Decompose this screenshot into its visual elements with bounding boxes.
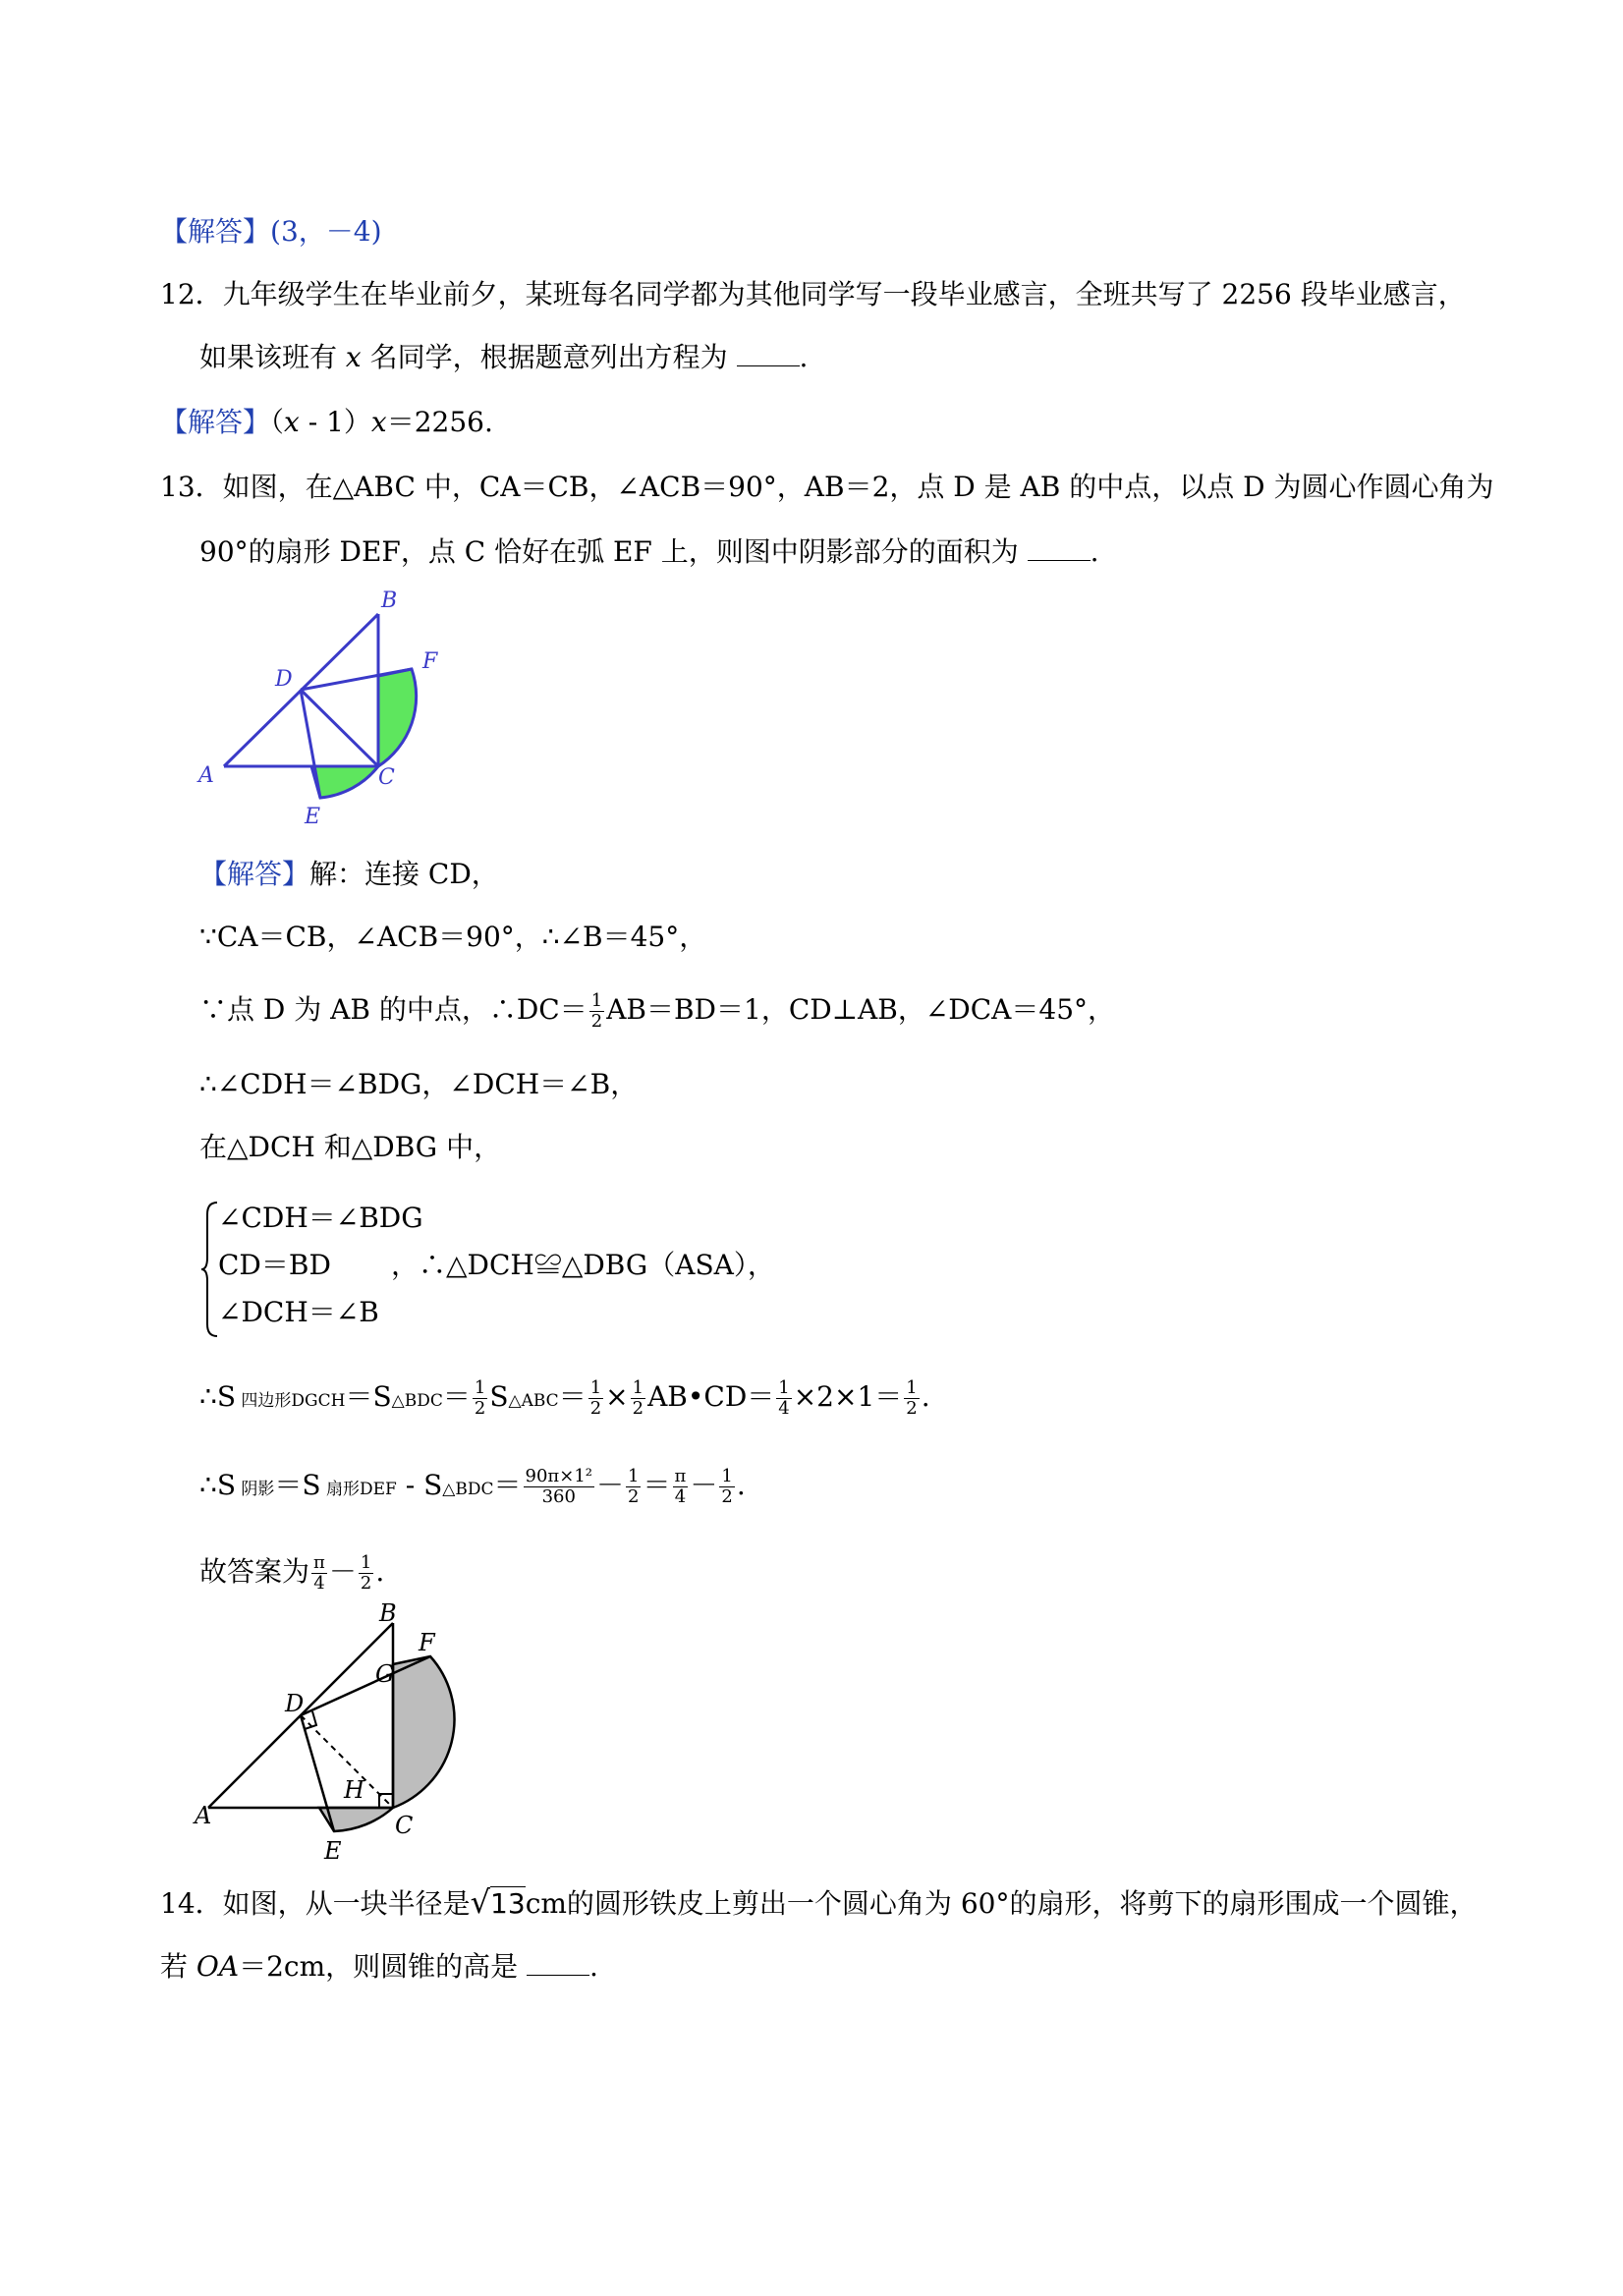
question-text: 如图，从一块半径是	[222, 1887, 471, 1920]
solution-text: AB＝BD＝1，CD⊥AB，∠DCA＝45°，	[606, 993, 1116, 1026]
solution-text: ＝	[493, 1469, 522, 1501]
numerator: 1	[360, 1552, 372, 1573]
solution-text: S	[489, 1380, 509, 1413]
fraction-half	[589, 991, 604, 1032]
answer-11	[160, 212, 382, 252]
fraction-quarter	[776, 1378, 791, 1419]
fraction-half	[473, 1378, 487, 1419]
label-D: D	[275, 667, 293, 692]
solution-text: ×	[605, 1380, 629, 1413]
answer-text: ＝2256.	[386, 406, 493, 438]
label-B: B	[379, 1601, 397, 1627]
answer-blank	[527, 1953, 589, 1976]
numerator: π	[674, 1466, 687, 1486]
denominator: 2	[628, 1486, 640, 1507]
numerator: 1	[590, 990, 603, 1011]
fraction-half	[904, 1378, 919, 1419]
solution-13-step1: ∵CA＝CB，∠ACB＝90°，∴∠B＝45°，	[199, 921, 707, 953]
solution-text: ＝	[558, 1380, 587, 1413]
solution-text: －	[596, 1469, 625, 1501]
question-text: 如图，在△ABC 中，CA＝CB，∠ACB＝90°，AB＝2，点 D 是 AB 的中点，以点 D 为圆心作圆心角为	[222, 471, 1494, 503]
question-text: 若	[160, 1950, 196, 1983]
question-14-line1	[160, 1882, 1477, 1924]
label-A: A	[195, 1802, 212, 1829]
fraction-half	[359, 1553, 373, 1594]
figure-2-solution-diagram	[187, 1601, 472, 1867]
variable: x	[345, 341, 362, 373]
solution-text: - S	[396, 1469, 443, 1501]
solution-text: ∴S	[199, 1469, 236, 1501]
fraction-pi-quarter	[311, 1553, 327, 1594]
label-E: E	[305, 805, 321, 829]
solution-text: ＝S	[274, 1469, 321, 1501]
label-B: B	[381, 588, 398, 613]
question-number: 14．	[160, 1887, 223, 1920]
denominator: 2	[360, 1573, 372, 1594]
question-text: cm的圆形铁皮上剪出一个圆心角为 60°的扇形，将剪下的扇形围成一个圆锥，	[525, 1887, 1478, 1920]
solution-text: ×2×1＝	[793, 1380, 903, 1413]
system-eq2: CD＝BD	[218, 1249, 331, 1281]
variable: OA	[196, 1950, 240, 1983]
numerator: π	[313, 1552, 325, 1573]
fraction-half	[588, 1378, 603, 1419]
label-D: D	[285, 1690, 305, 1717]
solution-text: ＝	[442, 1380, 471, 1413]
fraction-half	[626, 1467, 641, 1507]
question-text: 名同学，根据题意列出方程为	[361, 341, 737, 373]
numerator: 1	[721, 1466, 733, 1486]
denominator: 2	[632, 1398, 644, 1419]
answer-12	[160, 403, 493, 442]
period: .	[589, 1950, 598, 1983]
answer-text: (3，－4)	[270, 215, 382, 248]
solution-text: －	[328, 1555, 357, 1588]
answer-text: - 1）	[299, 406, 371, 438]
numerator: 1	[628, 1466, 640, 1486]
solution-text: .	[736, 1469, 746, 1501]
numerator: 1	[589, 1377, 602, 1398]
shaded-region-bottom	[311, 766, 378, 798]
solution-text: ∵点 D 为 AB 的中点，∴DC＝	[199, 993, 588, 1026]
variable: x	[370, 406, 387, 438]
question-13-line1	[160, 468, 1493, 507]
solution-13-step5	[199, 1377, 930, 1421]
question-text: 90°的扇形 DEF，点 C 恰好在弧 EF 上，则图中阴影部分的面积为	[199, 535, 1028, 568]
fraction-half	[719, 1467, 734, 1507]
label-C: C	[378, 765, 395, 790]
fraction-pi-quarter	[673, 1467, 689, 1507]
label-A: A	[198, 763, 214, 788]
answer-blank	[737, 344, 800, 366]
solution-13-final	[199, 1552, 384, 1594]
solution-text: .	[921, 1380, 930, 1413]
denominator: 4	[313, 1573, 325, 1594]
solution-13-step3: ∴∠CDH＝∠BDG，∠DCH＝∠B，	[199, 1068, 639, 1100]
answer-tag: 【解答】	[160, 406, 271, 438]
variable: x	[284, 406, 300, 438]
subscript: 四边形DGCH	[236, 1391, 346, 1411]
solution-13-intro	[199, 855, 499, 894]
system-eq1: ∠CDH＝∠BDG	[218, 1202, 423, 1234]
label-C: C	[395, 1812, 414, 1839]
numerator: 1	[778, 1377, 790, 1398]
question-13-line2	[199, 532, 1099, 572]
denominator: 2	[590, 1011, 603, 1032]
shaded-region-right	[378, 669, 417, 766]
fraction-half	[631, 1378, 645, 1419]
subscript: △BDC	[391, 1391, 443, 1411]
denominator: 2	[906, 1398, 918, 1419]
solution-text: 故答案为	[199, 1555, 310, 1588]
question-number: 12．	[160, 278, 223, 310]
question-number: 13．	[160, 471, 223, 503]
solution-text: .	[375, 1555, 385, 1588]
question-text: ＝2cm，则圆锥的高是	[239, 1950, 528, 1983]
question-text: 九年级学生在毕业前夕，某班每名同学都为其他同学写一段毕业感言，全班共写了 2256 段毕业感言，	[222, 278, 1466, 310]
solution-13-step6	[199, 1466, 746, 1509]
question-14-line2	[160, 1947, 598, 1987]
solution-text: AB•CD＝	[647, 1380, 775, 1413]
answer-tag: 【解答】	[199, 858, 310, 890]
question-12-line2	[199, 338, 808, 377]
numerator: 1	[906, 1377, 918, 1398]
subscript: △ABC	[508, 1391, 559, 1411]
denominator: 4	[778, 1398, 790, 1419]
period: .	[799, 341, 809, 373]
solution-text: ＝S	[345, 1380, 392, 1413]
solution-text: －	[690, 1469, 718, 1501]
label-E: E	[324, 1837, 342, 1865]
system-eq3: ∠DCH＝∠B	[218, 1296, 379, 1328]
denominator: 2	[589, 1398, 602, 1419]
solution-13-step4: 在△DCH 和△DBG 中，	[199, 1131, 502, 1163]
figure-1-triangle-sector	[187, 580, 472, 835]
answer-tag: 【解答】	[160, 215, 271, 248]
system-brace	[201, 1201, 219, 1338]
question-text: 如果该班有	[199, 341, 346, 373]
subscript: 阴影	[236, 1480, 275, 1499]
sqrt-symbol: √	[470, 1883, 491, 1921]
subscript: 扇形DEF	[320, 1480, 397, 1499]
numerator: 90π×1²	[525, 1466, 593, 1486]
numerator: 1	[474, 1377, 486, 1398]
denominator: 2	[721, 1486, 733, 1507]
numerator: 1	[632, 1377, 644, 1398]
label-G: G	[375, 1660, 395, 1688]
solution-13-step2	[199, 990, 1115, 1032]
subscript: △BDC	[442, 1480, 494, 1499]
label-F: F	[419, 1629, 435, 1656]
sqrt-radicand: 13	[490, 1887, 526, 1920]
question-12-line1	[160, 275, 1466, 314]
system-conclusion: ，∴△DCH≌△DBG（ASA），	[391, 1249, 775, 1281]
answer-blank	[1028, 538, 1091, 561]
denominator: 2	[474, 1398, 486, 1419]
denominator: 4	[674, 1486, 687, 1507]
label-F: F	[422, 649, 438, 674]
solution-text: 解：连接 CD，	[309, 858, 499, 890]
period: .	[1090, 535, 1099, 568]
answer-text: （	[270, 406, 285, 438]
denominator: 360	[541, 1486, 576, 1507]
label-H: H	[344, 1776, 364, 1804]
solution-text: ＝	[643, 1469, 671, 1501]
shaded-region-right	[393, 1656, 454, 1808]
solution-text: ∴S	[199, 1380, 236, 1413]
fraction-sector-area	[524, 1467, 594, 1507]
